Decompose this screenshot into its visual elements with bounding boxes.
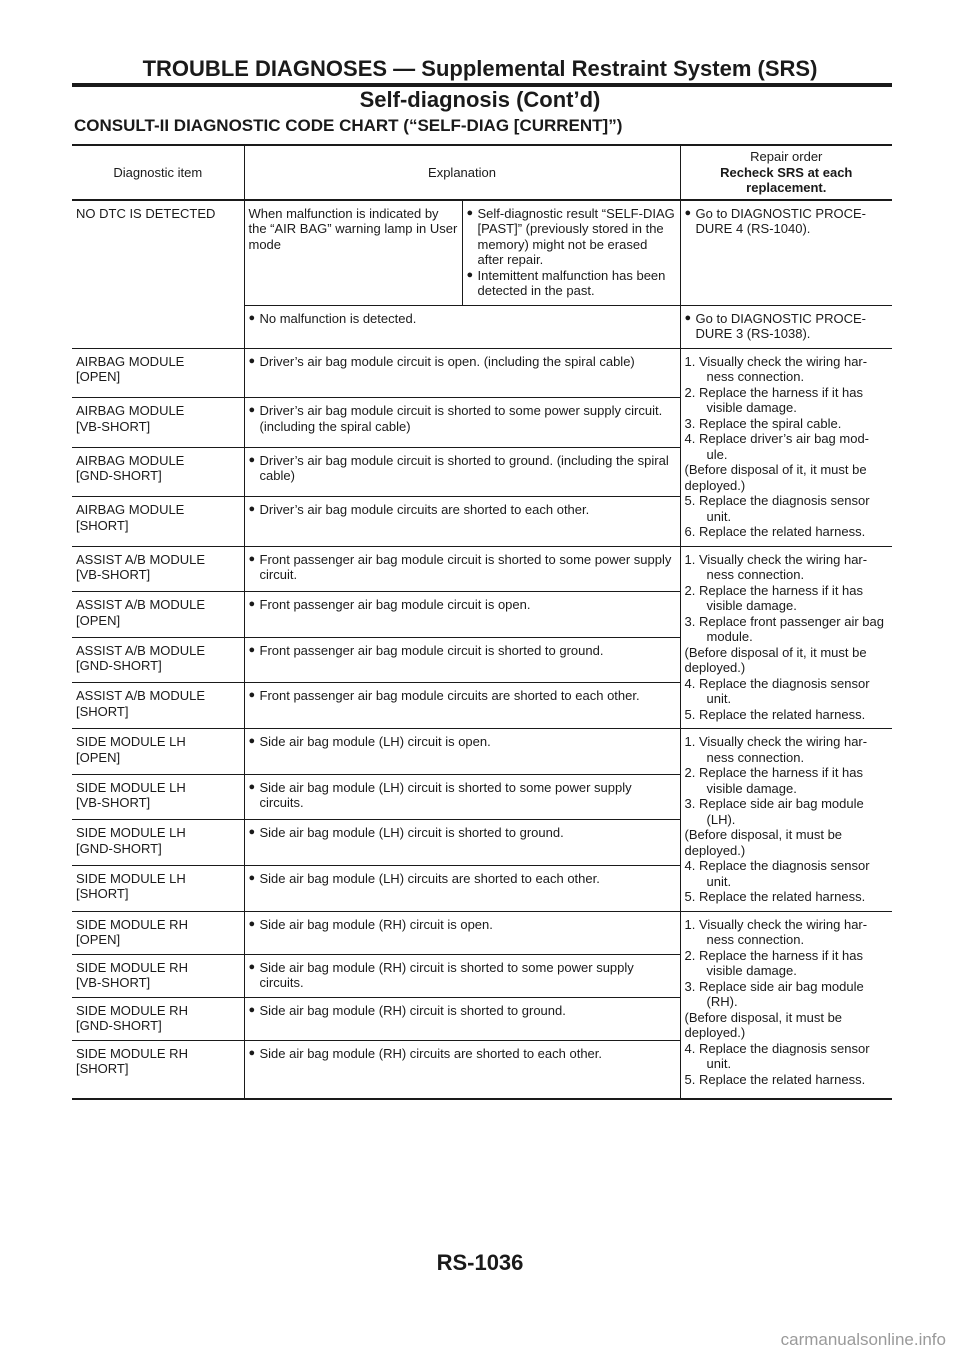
- diag-item: SIDE MODULE LH [GND-SHORT]: [72, 820, 244, 866]
- bullet-item: [685, 311, 890, 342]
- bullet-icon: ●: [248, 1003, 256, 1016]
- bullet-item: [249, 734, 677, 750]
- repair-cell: [680, 729, 892, 912]
- bullet-item: [249, 502, 677, 518]
- diag-item: SIDE MODULE LH [OPEN]: [72, 729, 244, 775]
- watermark: carmanualsonline.info: [780, 1330, 946, 1349]
- repair-step: 5. Replace the related harness.: [684, 889, 866, 904]
- bullet-item: [467, 268, 677, 299]
- repair-note: (Before disposal of it, it must be deployed.): [684, 462, 867, 493]
- diagnostic-code-table: [72, 144, 892, 1100]
- explanation-cell: [244, 820, 680, 866]
- repair-step: 5. Replace the related harness.: [684, 1071, 866, 1087]
- repair-step: 2. Replace the harness if it has visible damage.: [684, 765, 864, 796]
- repair-cell: [680, 200, 892, 306]
- bullet-text: Go to DIAGNOSTIC PROCE-DURE 3 (RS-1038).: [695, 310, 866, 341]
- repair-cell: [680, 546, 892, 729]
- bullet-item: [685, 206, 890, 237]
- repair-note: (Before disposal, it must be deployed.): [684, 1009, 843, 1040]
- explanation-cell: [244, 865, 680, 911]
- bullet-text: Front passenger air bag module circuit is shorted to some power supply circuit.: [259, 551, 672, 582]
- table-row: [72, 729, 892, 775]
- bullet-icon: ●: [248, 826, 256, 839]
- bullet-icon: ●: [248, 917, 256, 930]
- page-number: RS-1036: [436, 1250, 524, 1275]
- repair-step: 2. Replace the harness if it has visible damage.: [684, 947, 864, 978]
- col-header-repair-order: [680, 145, 892, 200]
- table-header-row: [72, 145, 892, 200]
- bullet-icon: ●: [248, 503, 256, 515]
- bullet-text: Intemittent malfunction has been detected in the past.: [477, 267, 666, 298]
- bullet-icon: ●: [248, 960, 256, 973]
- bullet-item: [249, 597, 677, 613]
- diag-item: SIDE MODULE LH [SHORT]: [72, 865, 244, 911]
- bullet-item: [249, 403, 677, 434]
- bullet-icon: ●: [248, 780, 256, 793]
- bullet-text: Driver’s air bag module circuits are shorted to each other.: [259, 502, 590, 517]
- repair-step: 4. Replace the diagnosis sensor unit.: [684, 1040, 870, 1071]
- repair-cell: [680, 305, 892, 348]
- diag-item: SIDE MODULE RH [OPEN]: [72, 911, 244, 954]
- bullet-item: [249, 311, 677, 327]
- explanation-cell: [244, 497, 680, 547]
- bullet-item: [249, 871, 677, 887]
- bullet-item: [249, 643, 677, 659]
- bullet-item: [249, 552, 677, 583]
- bullet-text: Side air bag module (LH) circuit is shorted to some power supply circuits.: [259, 779, 632, 811]
- section-title: CONSULT-II DIAGNOSTIC CODE CHART (“SELF-DIAG [CURRENT]”): [74, 116, 623, 135]
- explanation-cell: [244, 683, 680, 729]
- bullet-text: Front passenger air bag module circuit is shorted to ground.: [259, 642, 604, 658]
- repair-step: 6. Replace the related harness.: [684, 524, 866, 539]
- bullet-icon: ●: [466, 206, 474, 219]
- table-row: [72, 546, 892, 592]
- repair-order-label: Repair order: [750, 149, 823, 164]
- diag-item: SIDE MODULE RH [GND-SHORT]: [72, 997, 244, 1040]
- bullet-text: Driver’s air bag module circuit is shorted to ground. (including the spiral cable): [259, 452, 669, 483]
- bullet-text: Side air bag module (RH) circuits are shorted to each other.: [259, 1045, 603, 1061]
- explanation-cell: [244, 1040, 680, 1099]
- explanation-cell: [244, 305, 680, 348]
- recheck-note: Recheck SRS at each replacement.: [720, 164, 853, 195]
- bullet-text: Front passenger air bag module circuit is open.: [259, 597, 531, 613]
- repair-step: 5. Replace the related harness.: [684, 706, 866, 722]
- diag-item: ASSIST A/B MODULE [VB-SHORT]: [72, 546, 244, 592]
- header-subtitle: Self-diagnosis (Cont’d): [359, 87, 601, 112]
- repair-step: 3. Replace the spiral cable.: [684, 415, 842, 431]
- bullet-icon: ●: [248, 598, 256, 611]
- bullet-text: Driver’s air bag module circuit is open. (including the spiral cable): [259, 353, 635, 369]
- explanation-cell: [244, 954, 680, 997]
- bullet-item: [467, 206, 677, 268]
- bullet-text: Side air bag module (LH) circuit is open.: [259, 734, 491, 749]
- diag-item: SIDE MODULE RH [VB-SHORT]: [72, 954, 244, 997]
- repair-step: 2. Replace the harness if it has visible damage.: [684, 582, 864, 613]
- bullet-item: [249, 780, 677, 811]
- bullet-icon: ●: [466, 268, 474, 281]
- repair-cell: [680, 911, 892, 1099]
- bullet-icon: ●: [248, 354, 256, 367]
- repair-step: 2. Replace the harness if it has visible damage.: [684, 384, 864, 415]
- repair-step: 5. Replace the diagnosis sensor unit.: [684, 493, 870, 524]
- bullet-item: [249, 1046, 677, 1062]
- repair-step: 4. Replace driver’s air bag mod-ule.: [684, 431, 870, 462]
- bullet-item: [249, 453, 677, 484]
- bullet-icon: ●: [248, 404, 256, 416]
- explanation-cell: [244, 546, 680, 592]
- bullet-text: No malfunction is detected.: [259, 310, 417, 326]
- bullet-icon: ●: [248, 689, 256, 702]
- repair-step: 3. Replace side air bag module (RH).: [684, 978, 864, 1009]
- bullet-text: Side air bag module (LH) circuit is shorted to ground.: [259, 825, 564, 841]
- diag-item: SIDE MODULE RH [SHORT]: [72, 1040, 244, 1099]
- repair-step: 1. Visually check the wiring har-ness connection.: [684, 734, 868, 765]
- bullet-text: Side air bag module (LH) circuits are shorted to each other.: [259, 870, 600, 886]
- repair-step: 4. Replace the diagnosis sensor unit.: [684, 858, 870, 889]
- repair-step: 1. Visually check the wiring har-ness connection.: [684, 916, 868, 947]
- diag-item: ASSIST A/B MODULE [OPEN]: [72, 592, 244, 638]
- bullet-text: Front passenger air bag module circuits are shorted to each other.: [259, 688, 640, 704]
- diag-item: AIRBAG MODULE [OPEN]: [72, 348, 244, 398]
- col-header-explanation: Explanation: [244, 145, 680, 200]
- bullet-text: Self-diagnostic result “SELF-DIAG [PAST]” (previously stored in the memory) might not be erased after repair.: [477, 205, 675, 267]
- bullet-item: [249, 1003, 677, 1019]
- repair-step: 1. Visually check the wiring har-ness connection.: [684, 551, 868, 582]
- explanation-cell: [244, 637, 680, 683]
- table-row: [72, 200, 892, 306]
- bullet-icon: ●: [684, 311, 692, 324]
- diag-item: AIRBAG MODULE [GND-SHORT]: [72, 447, 244, 497]
- repair-step: 1. Visually check the wiring har-ness connection.: [684, 353, 868, 384]
- repair-cell: [680, 348, 892, 546]
- diag-item: ASSIST A/B MODULE [GND-SHORT]: [72, 637, 244, 683]
- repair-step: 3. Replace side air bag module (LH).: [684, 796, 864, 827]
- col-header-diagnostic-item: Diagnostic item: [72, 145, 244, 200]
- repair-note: (Before disposal, it must be deployed.): [684, 827, 843, 858]
- table-row: [72, 911, 892, 954]
- explanation-cell: [244, 592, 680, 638]
- condition-cell: When malfunction is indicated by the “AIR BAG” warning lamp in User mode: [244, 200, 462, 306]
- bullet-icon: ●: [684, 206, 692, 219]
- explanation-cell: [462, 200, 680, 306]
- explanation-cell: [244, 398, 680, 448]
- bullet-text: Side air bag module (RH) circuit is open.: [259, 916, 493, 932]
- bullet-icon: ●: [248, 871, 256, 884]
- explanation-cell: [244, 729, 680, 775]
- diag-item: SIDE MODULE LH [VB-SHORT]: [72, 774, 244, 820]
- bullet-icon: ●: [248, 735, 256, 747]
- diag-item: NO DTC IS DETECTED: [72, 200, 244, 349]
- explanation-cell: [244, 348, 680, 398]
- diag-item: AIRBAG MODULE [SHORT]: [72, 497, 244, 547]
- repair-step: 3. Replace front passenger air bag module.: [684, 613, 884, 644]
- bullet-text: Go to DIAGNOSTIC PROCE-DURE 4 (RS-1040).: [695, 205, 866, 236]
- header-title: TROUBLE DIAGNOSES — Supplemental Restraint System (SRS): [142, 56, 818, 81]
- bullet-text: Side air bag module (RH) circuit is shorted to ground.: [259, 1002, 566, 1018]
- explanation-cell: [244, 774, 680, 820]
- bullet-icon: ●: [248, 311, 256, 324]
- bullet-item: [249, 917, 677, 933]
- bullet-icon: ●: [248, 643, 256, 656]
- bullet-item: [249, 354, 677, 370]
- bullet-text: Driver’s air bag module circuit is shorted to some power supply circuit. (including the spiral cable): [259, 403, 663, 434]
- bullet-icon: ●: [248, 1046, 256, 1059]
- diag-item: AIRBAG MODULE [VB-SHORT]: [72, 398, 244, 448]
- bullet-item: [249, 688, 677, 704]
- explanation-cell: [244, 911, 680, 954]
- bullet-text: Side air bag module (RH) circuit is shorted to some power supply circuits.: [259, 959, 634, 990]
- diag-item: ASSIST A/B MODULE [SHORT]: [72, 683, 244, 729]
- repair-step: 4. Replace the diagnosis sensor unit.: [684, 675, 870, 706]
- explanation-cell: [244, 447, 680, 497]
- repair-note: (Before disposal of it, it must be deployed.): [684, 644, 867, 675]
- bullet-icon: ●: [248, 552, 256, 565]
- table-row: [72, 348, 892, 398]
- bullet-item: [249, 960, 677, 991]
- bullet-icon: ●: [248, 453, 256, 466]
- bullet-item: [249, 825, 677, 841]
- explanation-cell: [244, 997, 680, 1040]
